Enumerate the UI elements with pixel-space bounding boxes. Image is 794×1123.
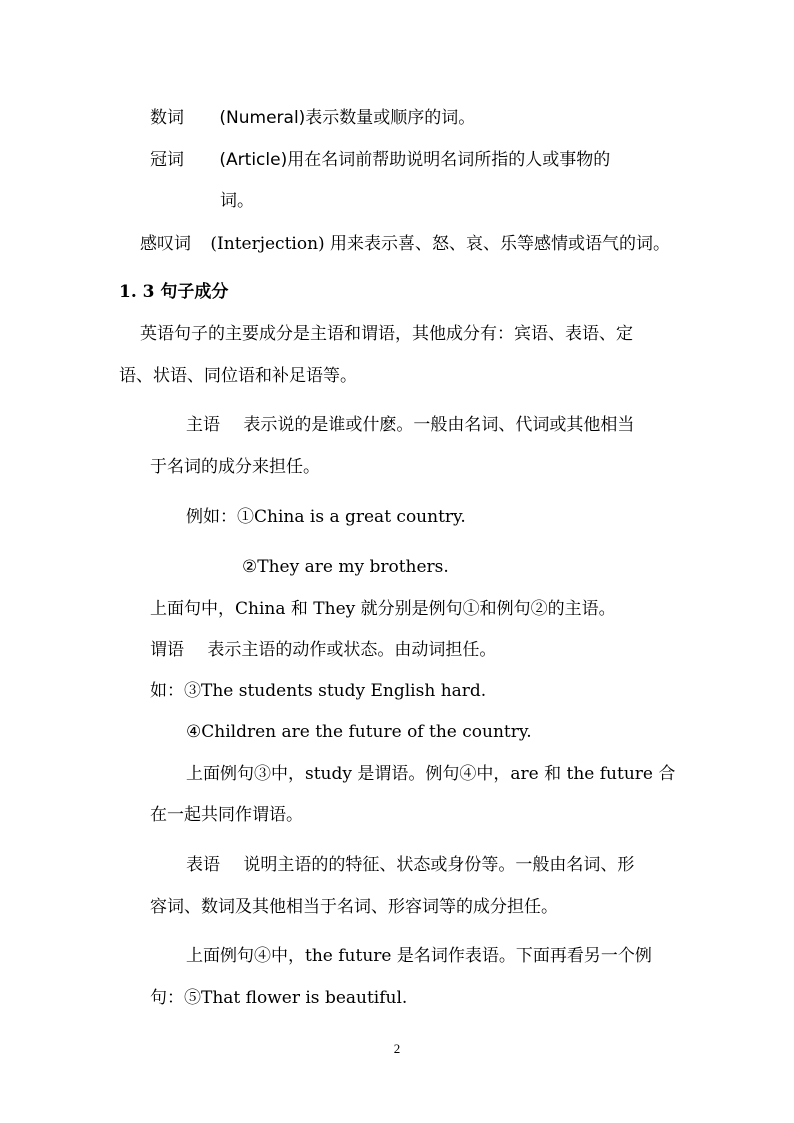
paragraph-line: 上面例句④中，the future 是名词作表语。下面再看另一个例 <box>186 946 652 966</box>
term-label: 感叹词 <box>140 234 191 254</box>
section-heading: 1. 3 句子成分 <box>119 282 229 302</box>
line-article <box>150 148 610 172</box>
term-label: 冠词 <box>150 150 184 170</box>
term-definition: (Article)用在名词前帮助说明名词所指的人或事物的 <box>219 150 611 170</box>
paragraph-line: 容词、数词及其他相当于名词、形容词等的成分担任。 <box>150 897 558 917</box>
term-definition: 表示说的是谁或什麽。一般由名词、代词或其他相当 <box>243 415 635 435</box>
line-numeral <box>150 106 475 130</box>
example-3: 如：③The students study English hard. <box>150 681 487 701</box>
term-definition: 表示主语的动作或状态。由动词担任。 <box>207 640 497 660</box>
term-label: 谓语 <box>150 640 184 660</box>
term-definition: (Interjection) 用来表示喜、怒、哀、乐等感情或语气的词。 <box>210 234 671 254</box>
line-interjection <box>140 232 670 256</box>
line-subject <box>186 413 634 437</box>
example-2: ②They are my brothers. <box>242 557 449 577</box>
paragraph-line: 在一起共同作谓语。 <box>150 805 303 825</box>
term-label: 数词 <box>150 108 184 128</box>
paragraph-line: 英语句子的主要成分是主语和谓语，其他成分有：宾语、表语、定 <box>140 324 633 344</box>
paragraph-line: 句：⑤That flower is beautiful. <box>150 988 408 1008</box>
line-article-cont <box>220 189 254 213</box>
paragraph-line: 语、状语、同位语和补足语等。 <box>119 366 357 386</box>
page-number: 2 <box>393 1041 401 1056</box>
term-definition: 说明主语的的特征、状态或身份等。一般由名词、形 <box>243 855 635 875</box>
line-predicative <box>186 853 634 877</box>
example-4: ④Children are the future of the country. <box>186 722 532 742</box>
paragraph-line: 上面例句③中，study 是谓语。例句④中，are 和 the future 合 <box>186 764 676 784</box>
term-label: 主语 <box>186 415 220 435</box>
text: 词。 <box>220 191 254 211</box>
line-predicate <box>150 638 496 662</box>
paragraph-line: 于名词的成分来担任。 <box>150 457 320 477</box>
paragraph-line: 上面句中，China 和 They 就分别是例句①和例句②的主语。 <box>150 599 616 619</box>
term-definition: (Numeral)表示数量或顺序的词。 <box>219 108 476 128</box>
term-label: 表语 <box>186 855 220 875</box>
example-1: 例如：①China is a great country. <box>186 507 466 527</box>
